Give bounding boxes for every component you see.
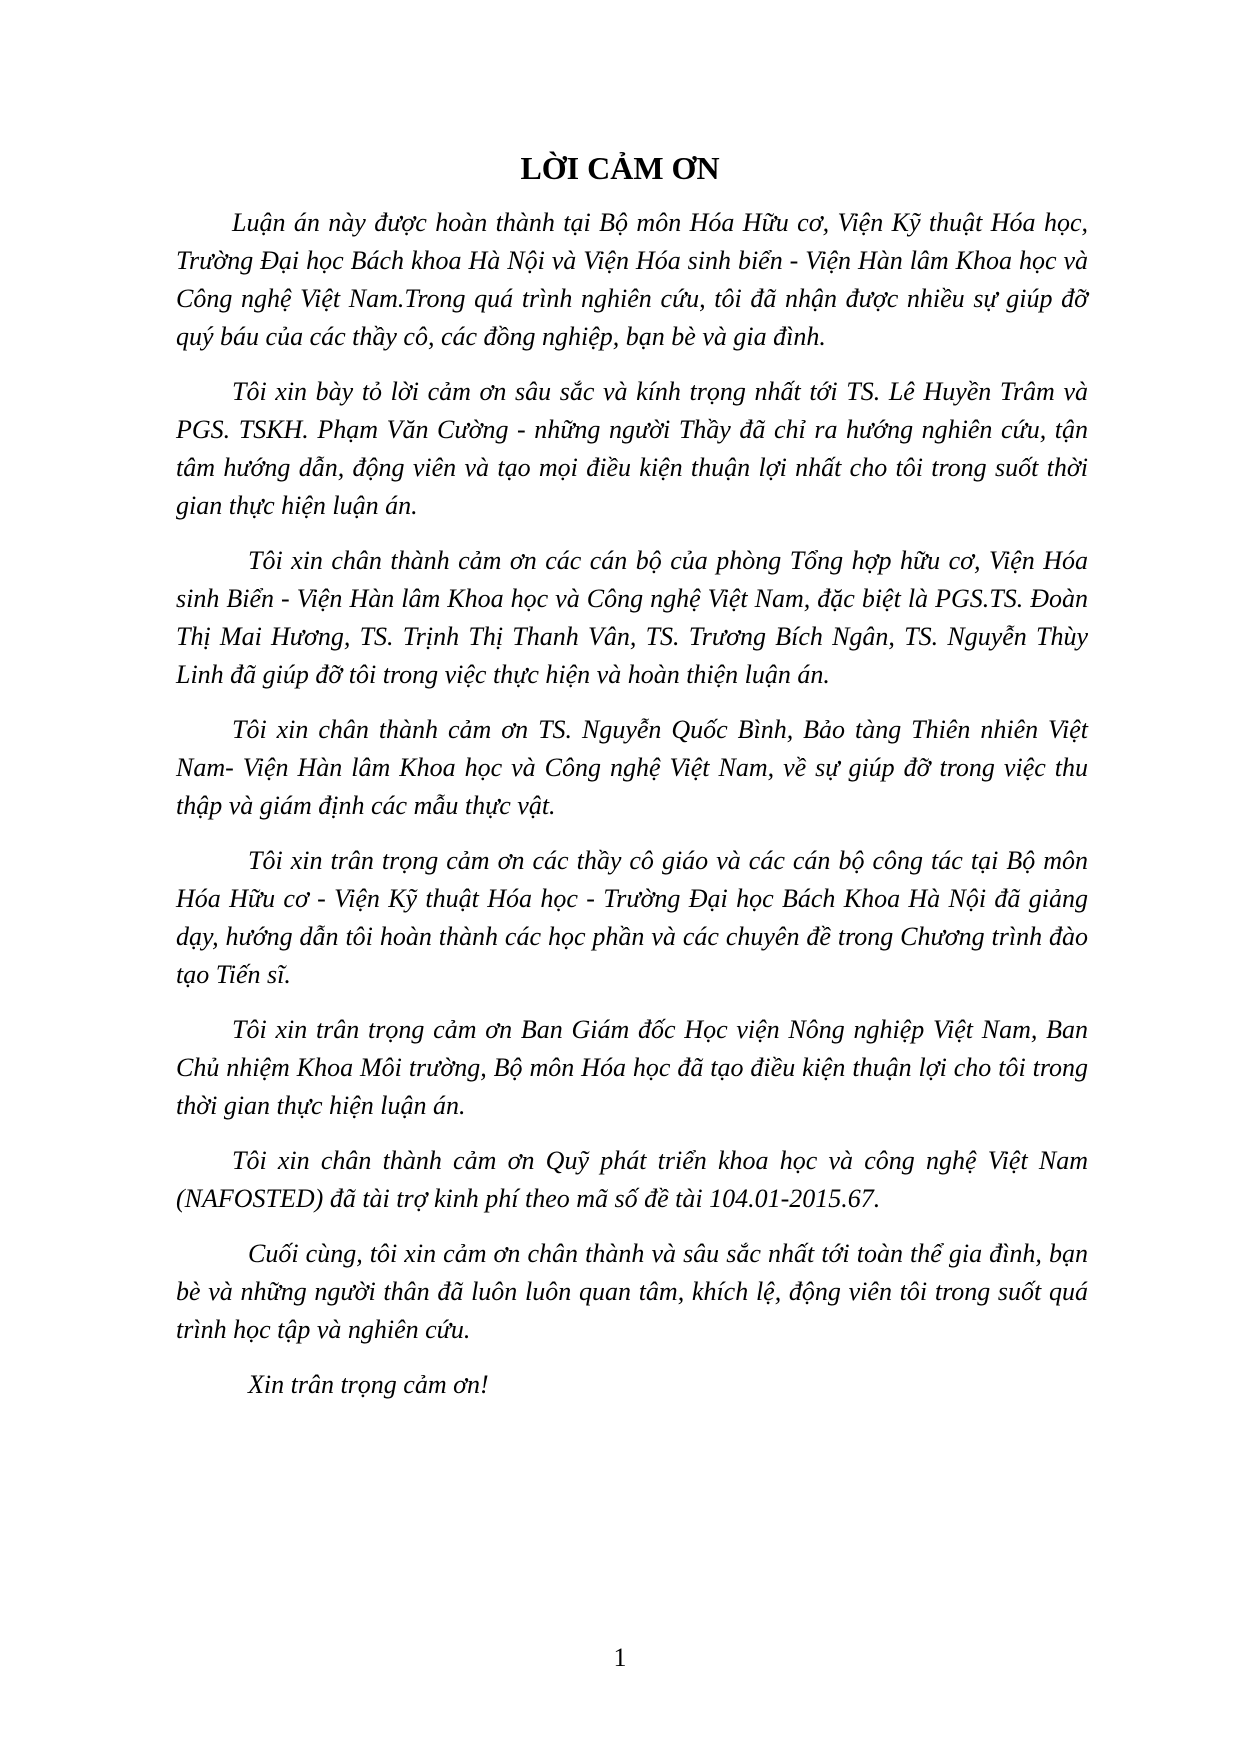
paragraph-family: Cuối cùng, tôi xin cảm ơn chân thành và sâu sắc nhất tới toàn thể gia đình, bạn bè và những người thân đã luôn luôn quan tâm, khích lệ, động viên tôi trong suốt quá trình học tập và nghiên cứu. [176, 1239, 1088, 1344]
paragraph-teachers: Tôi xin trân trọng cảm ơn các thầy cô giáo và các cán bộ công tác tại Bộ môn Hóa Hữu cơ - Viện Kỹ thuật Hóa học - Trường Đại học Bách Khoa Hà Nội đã giảng dạy, hướng dẫn tôi hoàn thành các học phần và các chuyên đề trong Chương trình đào tạo Tiến sĩ. [176, 846, 1088, 989]
paragraph-lab-staff: Tôi xin chân thành cảm ơn các cán bộ của phòng Tổng hợp hữu cơ, Viện Hóa sinh Biển - Viện Hàn lâm Khoa học và Công nghệ Việt Nam, đặc biệt là PGS.TS. Đoàn Thị Mai Hương, TS. Trịnh Thị Thanh Vân, TS. Trương Bích Ngân, TS. Nguyễn Thùy Linh đã giúp đỡ tôi trong việc thực hiện và hoàn thiện luận án. [176, 546, 1088, 689]
paragraph-museum: Tôi xin chân thành cảm ơn TS. Nguyễn Quốc Bình, Bảo tàng Thiên nhiên Việt Nam- Viện Hàn lâm Khoa học và Công nghệ Việt Nam, về sự giúp đỡ trong việc thu thập và giám định các mẫu thực vật. [176, 715, 1088, 820]
paragraph-supervisors: Tôi xin bày tỏ lời cảm ơn sâu sắc và kính trọng nhất tới TS. Lê Huyền Trâm và PGS. TSKH. Phạm Văn Cường - những người Thầy đã chỉ ra hướng nghiên cứu, tận tâm hướng dẫn, động viên và tạo mọi điều kiện thuận lợi nhất cho tôi trong suốt thời gian thực hiện luận án. [176, 377, 1088, 520]
paragraph-intro: Luận án này được hoàn thành tại Bộ môn Hóa Hữu cơ, Viện Kỹ thuật Hóa học, Trường Đại học Bách khoa Hà Nội và Viện Hóa sinh biển - Viện Hàn lâm Khoa học và Công nghệ Việt Nam.Trong quá trình nghiên cứu, tôi đã nhận được nhiều sự giúp đỡ quý báu của các thầy cô, các đồng nghiệp, bạn bè và gia đình. [176, 208, 1088, 351]
paragraph-academy: Tôi xin trân trọng cảm ơn Ban Giám đốc Học viện Nông nghiệp Việt Nam, Ban Chủ nhiệm Khoa Môi trường, Bộ môn Hóa học đã tạo điều kiện thuận lợi cho tôi trong thời gian thực hiện luận án. [176, 1015, 1088, 1120]
page-title: LỜI CẢM ƠN [520, 150, 720, 186]
paragraph-funding: Tôi xin chân thành cảm ơn Quỹ phát triển khoa học và công nghệ Việt Nam (NAFOSTED) đã tài trợ kinh phí theo mã số đề tài 104.01-2015.67. [176, 1146, 1088, 1213]
page-number: 1 [613, 1643, 627, 1672]
paragraph-closing: Xin trân trọng cảm ơn! [248, 1370, 489, 1399]
acknowledgement-body [176, 204, 1088, 1421]
